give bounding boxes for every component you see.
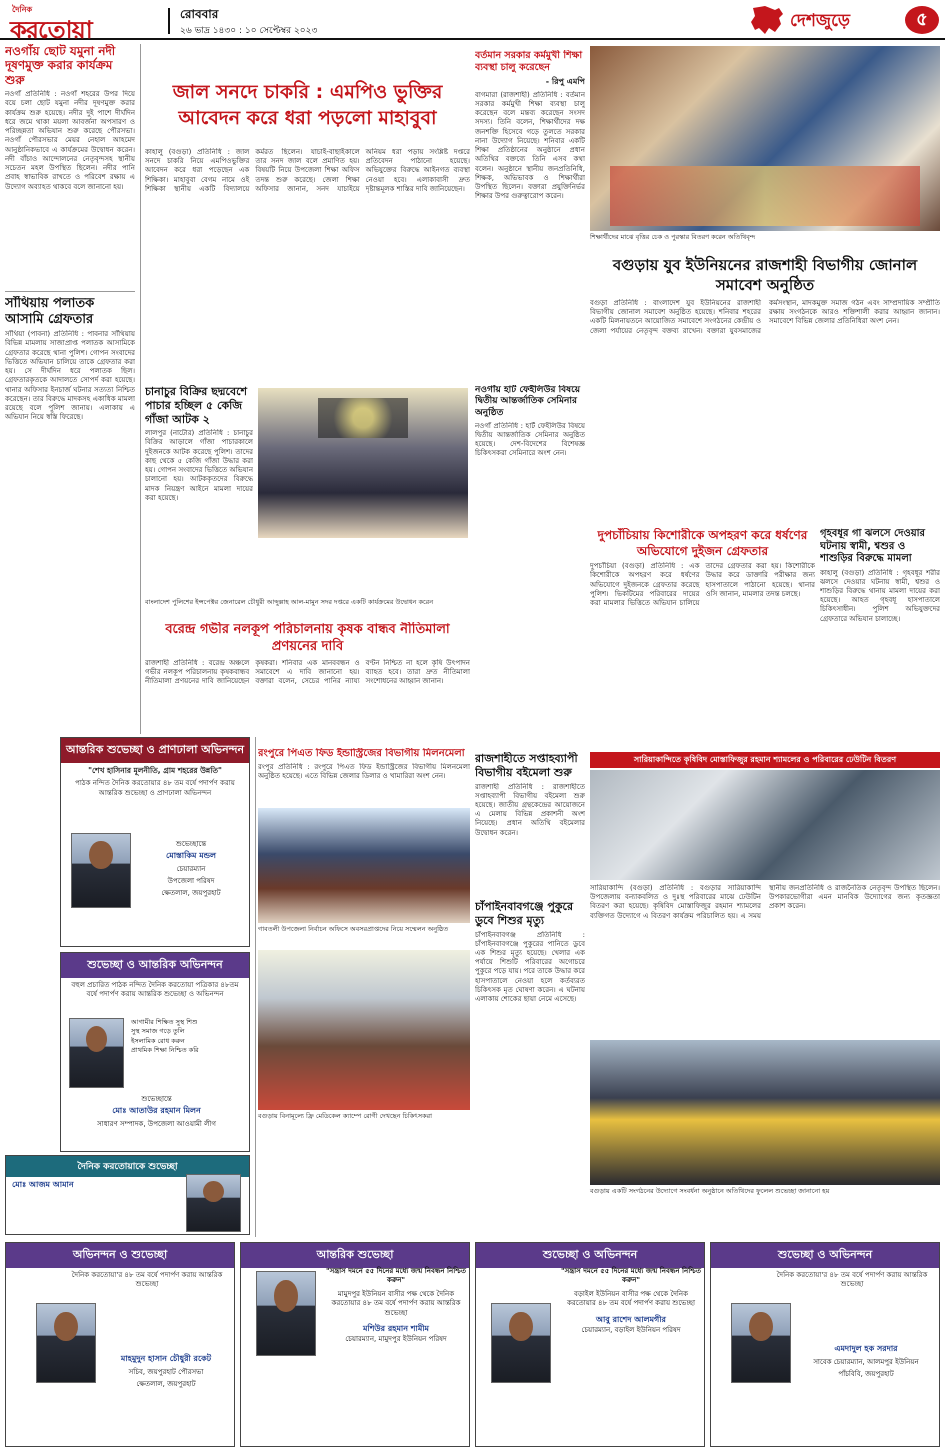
ad-quote: "শেখ হাসিনার মূলনীতি, গ্রাম শহরের উন্নতি" bbox=[88, 766, 222, 775]
ad-message: দৈনিক করতোয়া'র ৪৮ তম বর্ষে পদার্পণ করায় আন্তরিক শুভেচ্ছা bbox=[71, 1271, 223, 1289]
ad-sender-title: চেয়ারম্যান bbox=[176, 865, 206, 873]
ad-portrait bbox=[256, 1271, 316, 1356]
brand-prefix: দৈনিক bbox=[12, 5, 33, 14]
story-body: লালপুর (নাটোর) প্রতিনিধি : চানাচুর বিক্রির আড়ালে গাঁজা পাচারকালে দুইজনকে আটক করেছে পুলিশ। তাদের কাছ থেকে ৫ কেজি গাঁজা উদ্ধার করা হয়। গোপন সংবাদের ভিত্তিতে অভিযান চালানো হয়। আটককৃতদের বিরুদ্ধে মাদক নিয়ন্ত্রণ আইনে মামলা দায়ের করা হয়েছে। bbox=[145, 429, 253, 502]
ad-sender-name: এমদাদুল হক সরদার bbox=[834, 1344, 898, 1353]
greeting-ad-azam bbox=[5, 1155, 250, 1235]
ad-sender-name: মোঃ আজম আমান bbox=[12, 1180, 74, 1189]
column-rule bbox=[140, 44, 141, 734]
story-youth-union bbox=[590, 252, 940, 447]
story-headline: গৃহবধূর গা ঝলসে দেওয়ার ঘটনায় স্বামী, শ্বশুর ও শাশুড়ির বিরুদ্ধে মামলা bbox=[820, 528, 925, 564]
ad-portrait bbox=[36, 1303, 96, 1383]
photo-caption: বগুড়ায় বিনামূল্যে ফ্রি মেডিকেল ক্যাম্পে রোগী দেখছেন চিকিৎসকরা bbox=[258, 1112, 432, 1120]
story-headline: বরেন্দ্র গভীর নলকূপ পরিচালনায় কৃষক বান্ধব নীতিমালা প্রণয়নের দাবি bbox=[165, 622, 450, 654]
story-body: রাজশাহী প্রতিনিধি : রাজশাহীতে সপ্তাহব্যাপী বিভাগীয় বইমেলা শুরু হয়েছে। জাতীয় গ্রন্থকেন্দ্রের আয়োজনে এ মেলায় বিভিন্ন প্রকাশনী অংশ নিয়েছে। প্রধান অতিথি বইমেলার উদ্বোধন করেন। bbox=[475, 782, 585, 837]
police-photo bbox=[258, 388, 468, 538]
story-body: দুপচাঁচিয়া (বগুড়া) প্রতিনিধি : এক কিশোরীকে অপহরণ করে ধর্ষণের অভিযোগে দুইজনকে গ্রেফতার করেছে পুলিশ। ভিকটিমের পরিবারের দায়ের করা মামলার ভিত্তিতে অভিযান চালিয়ে তাদের গ্রেফতার করা হয়। কিশোরীকে উদ্ধার করে ডাক্তারি পরীক্ষার জন্য হাসপাতালে পাঠানো হয়েছে। থানার ওসি জানান, মামলার তদন্ত চলছে। bbox=[590, 562, 815, 608]
story-rangpur-meetup bbox=[258, 748, 470, 803]
ad-heading: শুভেচ্ছা ও অভিনন্দন bbox=[476, 1243, 704, 1268]
ad-sender-name: মাহমুদুন হাসান চৌধুরী রকেট bbox=[120, 1354, 212, 1363]
story-headline: রংপুরে পিএত ফিড ইন্ডাস্ট্রিজের বিভাগীয় মিলনমেলা bbox=[258, 748, 465, 759]
ad-heading: আন্তরিক শুভেচ্ছা ও প্রাণঢালা অভিনন্দন bbox=[61, 738, 249, 763]
ad-portrait bbox=[71, 833, 131, 908]
bangladesh-map-icon bbox=[745, 4, 787, 36]
sariakandi-banner: সারিয়াকান্দিতে কৃষিবিদ মোস্তাফিজুর রহমান শ্যামলের ও পরিবারের ঢেউটিন বিতরণ bbox=[590, 752, 940, 768]
ad-portrait bbox=[69, 1018, 124, 1088]
greeting-ad-mostakim bbox=[60, 737, 250, 947]
story-heart-seminar bbox=[475, 385, 585, 565]
ad-sender-name: আবু রাশেদ আলমগীর bbox=[596, 1314, 666, 1324]
ad-quote: "সন্ত্রাস দমনে ৫৫ দিনের মধ্যে জন্ম নিবন্ধন নিশ্চিত করুন" bbox=[326, 1267, 467, 1285]
story-abduction-arrest bbox=[590, 528, 815, 748]
ad-sender-org: সাবেক চেয়ারম্যান, আলমপুর ইউনিয়ন bbox=[813, 1358, 919, 1366]
ad-sender-label: শুভেচ্ছান্তে bbox=[141, 1095, 172, 1103]
ad-sender-org: সাধারণ সম্পাদক, উপজেলা আওয়ামী লীগ bbox=[97, 1120, 216, 1128]
story-headline: বগুড়ায় যুব ইউনিয়নের রাজশাহী বিভাগীয় জোনাল সমাবেশ অনুষ্ঠিত bbox=[612, 256, 918, 294]
ad-message: পাঠক নন্দিত দৈনিক করতোয়ার ৪৮ তম বর্ষে পদার্পণ করায় আন্তরিক শুভেচ্ছা ও প্রাণঢালা অভিনন্দন bbox=[75, 779, 235, 797]
story-drug-seizure bbox=[145, 385, 253, 593]
ad-bullet: ইসলামিক রোধ করুন bbox=[131, 1036, 185, 1045]
greeting-ad-emdadul bbox=[710, 1242, 940, 1447]
story-rajshahi-bookfair bbox=[475, 752, 585, 892]
ad-sender-name: মশিউর রহমান শামীম bbox=[362, 1324, 430, 1334]
photo-caption: গাবতলী উপজেলা নির্বাচন অফিসে অবসরপ্রাপ্তদের নিয়ে সম্মেলন অনুষ্ঠিত bbox=[258, 925, 449, 933]
story-body: চাঁপাইনবাবগঞ্জ প্রতিনিধি : চাঁপাইনবাবগঞ্জে পুকুরের পানিতে ডুবে এক শিশুর মৃত্যু হয়েছে। খেলার এক পর্যায়ে শিশুটি পরিবারের অগোচরে পুকুরে পড়ে যায়। পরে তাকে উদ্ধার করে হাসপাতালে নেওয়া হলে কর্তব্যরত চিকিৎসক মৃত ঘোষণা করেন। এ ঘটনায় এলাকায় শোকের ছায়া নেমে এসেছে। bbox=[475, 930, 585, 1004]
lead-story-headline-box bbox=[145, 80, 470, 140]
medical-camp-photo bbox=[258, 950, 470, 1110]
ad-sender-org: উপজেলা পরিষদ bbox=[167, 877, 215, 885]
ad-bullet: সুস্থ সমাজ গড়ে তুলি bbox=[131, 1027, 185, 1036]
ad-portrait bbox=[731, 1303, 791, 1383]
ad-message: বহুল প্রচারিত পাঠক নন্দিত দৈনিক করতোয়া পত্রিকার ৪৮তম বর্ষে পদার্পণ করায় আন্তরিক শুভেচ্ছা ও অভিনন্দন bbox=[71, 981, 239, 999]
story-body: বাগমারা (রাজশাহী) প্রতিনিধি : বর্তমান সরকার কর্মমুখী শিক্ষা ব্যবস্থা চালু করেছেন বলে মন্তব্য করেছেন সংসদ সদস্য। তিনি বলেন, শিক্ষার্থীদের দক্ষ জনশক্তি হিসেবে গড়ে তুলতে সরকার নানা উদ্যোগ নিয়েছে। শনিবার একটি শিক্ষা প্রতিষ্ঠানের অনুষ্ঠানে প্রধান অতিথির বক্তব্যে তিনি এসব কথা বলেন। অনুষ্ঠানে স্থানীয় জনপ্রতিনিধি, শিক্ষক, অভিভাবক ও শিক্ষার্থীরা উপস্থিত ছিলেন। বক্তারা প্রযুক্তিনির্ভর শিক্ষার উপর গুরুত্বারোপ করেন। bbox=[475, 90, 585, 201]
award-ceremony-photo bbox=[590, 46, 940, 231]
story-body: সারিয়াকান্দি (বগুড়া) প্রতিনিধি : বগুড়ার সারিয়াকান্দি উপজেলায় বন্যাকবলিত ও দুঃস্থ পরিবারের মাঝে ঢেউটিন বিতরণ করা হয়েছে। কৃষিবিদ মোস্তাফিজুর রহমান শ্যামলের ব্যক্তিগত উদ্যোগে এ বিতরণ কার্যক্রম পরিচালিত হয়। এ সময় স্থানীয় জনপ্রতিনিধি ও রাজনৈতিক নেতৃবৃন্দ উপস্থিত ছিলেন। উপকারভোগীরা এমন মানবিক উদ্যোগের জন্য কৃতজ্ঞতা প্রকাশ করেন। bbox=[590, 884, 940, 920]
ad-sender-place: ক্ষেতলাল, জয়পুরহাট bbox=[161, 889, 221, 897]
greeting-ad-milon bbox=[60, 952, 250, 1152]
story-river-cleanup bbox=[5, 44, 135, 289]
ad-sender-label: শুভেচ্ছান্তে bbox=[175, 840, 207, 848]
greeting-ad-alamgir bbox=[475, 1242, 705, 1447]
ad-portrait bbox=[491, 1303, 551, 1383]
story-body: কাহালু (বগুড়া) প্রতিনিধি : গৃহবধূর শরীর ঝলসে দেওয়ার ঘটনায় স্বামী, শ্বশুর ও শাশুড়ির বিরুদ্ধে থানায় মামলা দায়ের করা হয়েছে। আহত গৃহবধূ হাসপাতালে চিকিৎসাধীন। পুলিশ অভিযুক্তদের গ্রেফতারে অভিযান চালাচ্ছে। bbox=[820, 568, 940, 623]
ad-sender-org: চেয়ারম্যান, বড়াইল ইউনিয়ন পরিষদ bbox=[581, 1325, 681, 1334]
story-headline: নওগাঁয় ছোট যমুনা নদী দূষণমুক্ত করার কার্যক্রম শুরু bbox=[5, 44, 116, 87]
story-chapai-drowning bbox=[475, 900, 585, 1220]
photo-caption: বাংলাদেশ পুলিশের ইন্সপেক্টর জেনারেল চৌধুরী আব্দুল্লাহ আল-মামুন সদর দপ্তরে একটি কার্যক্রমের উদ্বোধন করেন bbox=[145, 598, 434, 606]
issue-date: ২৬ ভাদ্র ১৪৩০ : ১০ সেপ্টেম্বর ২০২৩ bbox=[180, 26, 318, 36]
photo-caption: শিক্ষার্থীদের মাঝে বৃত্তির চেক ও পুরস্কার বিতরণ করেন অতিথিবৃন্দ bbox=[590, 233, 756, 241]
story-sariakandi bbox=[590, 884, 940, 1034]
photo-caption: বগুড়ায় একটি সংগঠনের উদ্যোগে সংবর্ধনা অনুষ্ঠানে অতিথিদের ফুলেল শুভেচ্ছা জানানো হয় bbox=[590, 1187, 830, 1195]
story-headline: রাজশাহীতে সপ্তাহব্যাপী বিভাগীয় বইমেলা শুরু bbox=[475, 752, 578, 779]
story-body: নওগাঁ প্রতিনিধি : হার্ট ফেইলিউর বিষয়ে দ্বিতীয় আন্তর্জাতিক সেমিনার অনুষ্ঠিত হয়েছে। দেশ-বিদেশের বিশেষজ্ঞ চিকিৎসকরা সেমিনারে অংশ নেন। bbox=[475, 421, 585, 458]
story-headline: চানাচুর বিক্রির ছদ্মবেশে পাচার হচ্ছিল ৫ কেজি গাঁজা আটক ২ bbox=[145, 385, 247, 426]
story-headline: দুপচাঁচিয়ায় কিশোরীকে অপহরণ করে ধর্ষণের অভিযোগে দুইজন গ্রেফতার bbox=[597, 528, 808, 558]
ad-heading: শুভেচ্ছা ও আন্তরিক অভিনন্দন bbox=[61, 953, 249, 978]
ad-heading: শুভেচ্ছা ও অভিনন্দন bbox=[711, 1243, 939, 1268]
ad-sender-name: মোঃ আতাউর রহমান মিলন bbox=[112, 1106, 201, 1115]
ad-sender-org: চেয়ারম্যান, মামুদপুর ইউনিয়ন পরিষদ bbox=[345, 1334, 447, 1343]
greeting-ad-shamim bbox=[240, 1242, 470, 1447]
story-byline: - রিপু এমপি bbox=[545, 76, 585, 86]
ad-message: মামুদপুর ইউনিয়ন বাসীর পক্ষ থেকে দৈনিক করতোয়ার ৪৮ তম বর্ষে পদার্পণ করায় আন্তরিক শুভেচ্ছা bbox=[331, 1289, 461, 1317]
lead-headline: জাল সনদে চাকরি : এমপিও ভুক্তির আবেদন করে ধরা পড়লো মাহাবুবা bbox=[172, 81, 443, 129]
newspaper-logo: করতোয়া bbox=[10, 15, 92, 44]
conference-photo bbox=[258, 808, 470, 923]
story-headline: চাঁপাইনবাবগঞ্জে পুকুরে ডুবে শিশুর মৃত্যু bbox=[475, 900, 573, 927]
masthead-divider bbox=[168, 8, 170, 34]
ad-sender-place: পাঁচবিবি, জয়পুরহাট bbox=[838, 1370, 894, 1378]
story-headline: নওগাঁয় হার্ট ফেইলিউর বিষয়ে দ্বিতীয় আন্তর্জাতিক সেমিনার অনুষ্ঠিত bbox=[475, 385, 581, 418]
ad-heading: দৈনিক করতোয়াকে শুভেচ্ছা bbox=[6, 1156, 249, 1177]
ad-message: বড়াইল ইউনিয়ন বাসীর পক্ষ থেকে দৈনিক করতোয়ার ৪৮ তম বর্ষে পদার্পণ করায় শুভেচ্ছা bbox=[566, 1289, 696, 1308]
divider bbox=[5, 291, 135, 292]
ad-quote: "সন্ত্রাস দমনে ৫৫ দিনের মধ্যে জন্ম নিবন্ধন নিশ্চিত করুন" bbox=[561, 1267, 702, 1285]
ad-sender-org: সচিব, জয়পুরহাট পৌরসভা bbox=[128, 1368, 204, 1376]
story-headline: সাঁথিয়ায় পলাতক আসামি গ্রেফতার bbox=[5, 296, 95, 327]
ad-bullet: আগামীর শিক্ষিত সুস্থ শিশু bbox=[131, 1018, 198, 1026]
ad-message: দৈনিক করতোয়া'র ৪৮ তম বর্ষে পদার্পণ করায় আন্তরিক শুভেচ্ছা bbox=[776, 1271, 928, 1289]
story-barind-irrigation bbox=[145, 622, 470, 742]
column-rule bbox=[255, 737, 256, 1237]
ad-sender-place: ক্ষেতলাল, জয়পুরহাট bbox=[136, 1380, 196, 1388]
group-photo bbox=[590, 1040, 940, 1185]
story-body: রাজশাহী প্রতিনিধি : বরেন্দ্র অঞ্চলে গভীর নলকূপ পরিচালনায় কৃষকবান্ধব নীতিমালা প্রণয়নের দাবি জানিয়েছেন কৃষকরা। শনিবার এক মানববন্ধন ও সমাবেশে এ দাবি জানানো হয়। বক্তারা বলেন, সেচের পানির ন্যায্য বণ্টন নিশ্চিত না হলে কৃষি উৎপাদন ব্যাহত হবে। তারা দ্রুত নীতিমালা সংশোধনের আহ্বান জানান। bbox=[145, 658, 470, 686]
lead-story bbox=[145, 148, 470, 378]
ad-sender-name: মোস্তাকিম মন্ডল bbox=[166, 851, 216, 860]
ad-heading: আন্তরিক শুভেচ্ছা bbox=[241, 1243, 469, 1268]
story-arrest-santhia bbox=[5, 296, 135, 726]
story-body: সাঁথিয়া (পাবনা) প্রতিনিধি : পাবনার সাঁথিয়ায় বিভিন্ন মামলায় সাজাপ্রাপ্ত পলাতক আসামিকে গ্রেফতার করেছে থানা পুলিশ। গোপন সংবাদের ভিত্তিতে অভিযান চালিয়ে তাকে গ্রেফতার করা হয়। সে দীর্ঘদিন ধরে পলাতক ছিল। গ্রেফতারকৃতকে আদালতে সোপর্দ করা হয়েছে। থানার অফিসার ইনচার্জ ঘটনার সত্যতা নিশ্চিত করেছেন। তার বিরুদ্ধে মাদকসহ একাধিক মামলা রয়েছে বলে পুলিশ জানায়। এলাকায় এ অভিযান নিয়ে স্বস্তি ফিরেছে। bbox=[5, 330, 135, 422]
issue-day: রোববার bbox=[180, 7, 219, 21]
story-headline: বর্তমান সরকার কর্মমুখী শিক্ষা ব্যবস্থা চালু করেছেন bbox=[475, 50, 583, 73]
story-body: রংপুর প্রতিনিধি : রংপুরে পিএত ফিড ইন্ডাস্ট্রিজের বিভাগীয় মিলনমেলা অনুষ্ঠিত হয়েছে। এতে বিভিন্ন জেলার ডিলার ও খামারিরা অংশ নেন। bbox=[258, 762, 470, 780]
story-body: নওগাঁ প্রতিনিধি : নওগাঁ শহরের উপর দিয়ে বয়ে চলা ছোট যমুনা নদীর দূষণমুক্ত করার কার্যক্রম শুরু হয়েছে। নদীর দুই পাশে দীর্ঘদিন ধরে জমে থাকা ময়লা আবর্জনা অপসারণ ও পরিচ্ছন্নতা অভিযান শুরু করেছে পৌরসভা। নওগাঁ পৌরসভার মেয়র নেহাল আহমেদ আনুষ্ঠানিকভাবে এ কার্যক্রমের উদ্বোধন করেন। নদী বাঁচাও আন্দোলনের নেতৃবৃন্দসহ স্থানীয় সচেতন মহল উপস্থিত ছিলেন। নদীর পানি প্রবাহ স্বাভাবিক রাখতে ও পরিবেশ রক্ষায় এ উদ্যোগ অব্যাহত থাকবে বলে জানানো হয়। bbox=[5, 90, 135, 191]
story-body: বগুড়া প্রতিনিধি : বাংলাদেশ যুব ইউনিয়নের রাজশাহী বিভাগীয় জোনাল সমাবেশ অনুষ্ঠিত হয়েছে। শনিবার শহরের একটি মিলনায়তনে আয়োজিত সমাবেশে সংগঠনের কেন্দ্রীয় ও জেলা পর্যায়ের নেতৃবৃন্দ বক্তব্য রাখেন। বক্তারা যুবসমাজের কর্মসংস্থান, মাদকমুক্ত সমাজ গঠন এবং সাম্প্রদায়িক সম্প্রীতি রক্ষায় সংগঠনকে আরও শক্তিশালী করার আহ্বান জানান। সমাবেশে বিভিন্ন জেলার প্রতিনিধিরা অংশ নেন। bbox=[590, 299, 940, 335]
story-domestic-violence bbox=[820, 528, 940, 748]
ad-heading: অভিনন্দন ও শুভেচ্ছা bbox=[6, 1243, 234, 1268]
page-number-badge: ৫ bbox=[905, 6, 939, 34]
section-title: দেশজুড়ে bbox=[790, 11, 851, 31]
greeting-ad-rocket bbox=[5, 1242, 235, 1447]
ad-portrait bbox=[186, 1174, 241, 1232]
ad-bullet: প্রাথমিক শিক্ষা নিশ্চিত করি bbox=[131, 1046, 199, 1055]
lead-body: কাহালু (বগুড়া) প্রতিনিধি : জাল সনদে চাকরি নিয়ে এমপিওভুক্তির আবেদন করে ধরা পড়েছেন এক শিক্ষিকা। মাহাবুবা বেগম নামে ওই শিক্ষিকা স্থানীয় একটি বিদ্যালয়ে কর্মরত ছিলেন। যাচাই-বাছাইকালে তার সনদ জাল বলে প্রমাণিত হয়। বিষয়টি নিয়ে উপজেলা শিক্ষা অফিস তদন্ত শুরু করেছে। জেলা শিক্ষা অফিসার জানান, সনদ যাচাইয়ে অনিয়ম ধরা পড়ায় সংশ্লিষ্ট দপ্তরে প্রতিবেদন পাঠানো হয়েছে। অভিযুক্তের বিরুদ্ধে আইনগত ব্যবস্থা নেওয়া হবে। এলাকাবাসী দ্রুত দৃষ্টান্তমূলক শাস্তির দাবি জানিয়েছেন। bbox=[145, 148, 470, 193]
story-education bbox=[475, 50, 585, 380]
tin-distribution-photo bbox=[590, 770, 940, 880]
